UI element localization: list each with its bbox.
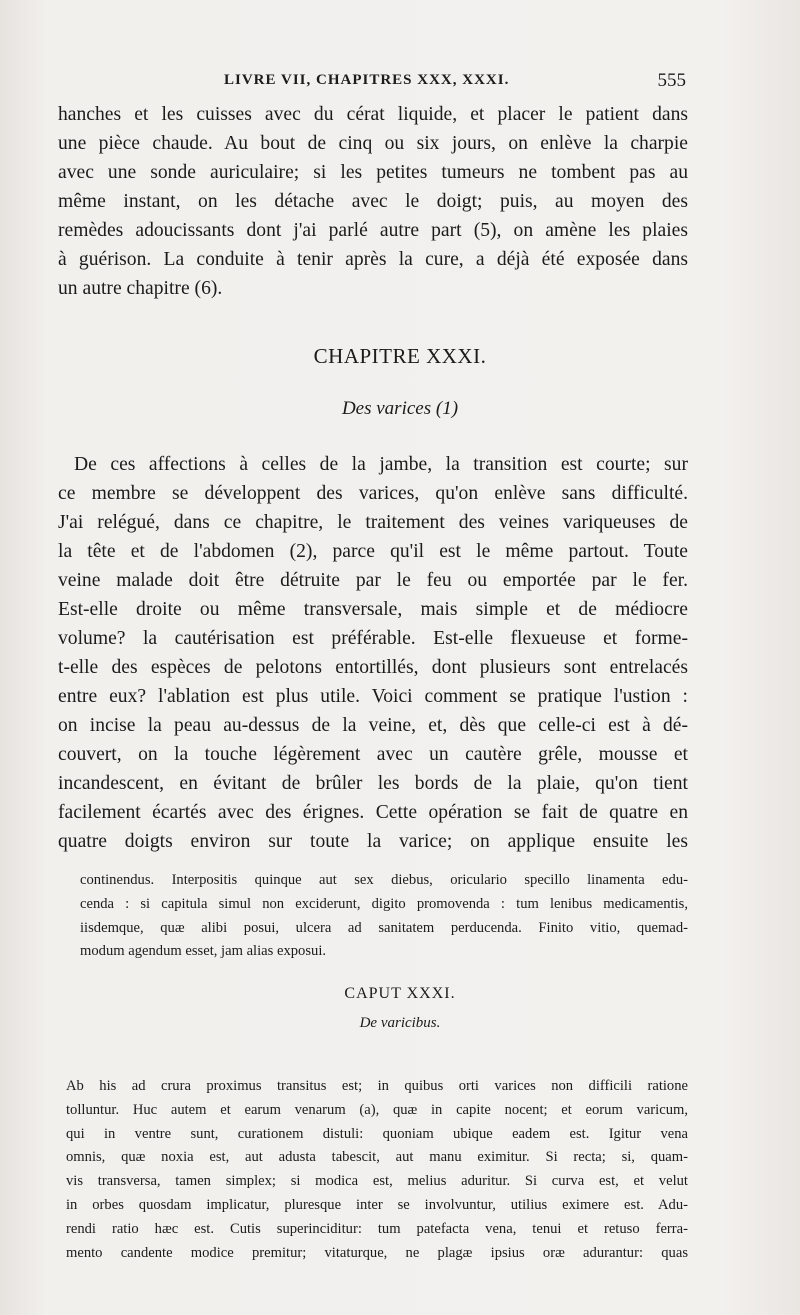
- text-line: remèdes adoucissants dont j'ai parlé autre part (5), on amène les plaies: [58, 220, 688, 241]
- text-line: avec une sonde auriculaire; si les petites tumeurs ne tombent pas au: [58, 162, 688, 183]
- text-line: facilement écartés avec des érignes. Cette opération se fait de quatre en: [58, 802, 688, 823]
- text-line: hanches et les cuisses avec du cérat liquide, et placer le patient dans: [58, 104, 688, 125]
- text-line: ce membre se développent des varices, qu'on enlève sans difficulté.: [58, 483, 688, 504]
- caput-subtitle: De varicibus.: [359, 1015, 441, 1031]
- text-line: cenda : si capitula simul non exciderunt, digito promovenda : tum lenibus medicamentis,: [80, 895, 688, 912]
- text-line: Est-elle droite ou même transversale, mais simple et de médiocre: [58, 599, 688, 620]
- text-line: iisdemque, quæ alibi posui, ulcera ad sanitatem perducenda. Finito vitio, quemad-: [80, 919, 688, 936]
- text-line: même instant, on les détache avec le doigt; puis, au moyen des: [58, 191, 688, 212]
- text-line: Ab his ad crura proximus transitus est; in quibus orti varices non difficili ratione: [66, 1078, 688, 1094]
- text-line: mento candente modice premitur; vitaturque, ne plagæ ipsius oræ adurantur: quas: [66, 1244, 688, 1261]
- text-line: omnis, quæ noxia est, aut adusta tabescit, aut manu eximitur. Si recta; si, quam-: [66, 1149, 688, 1166]
- text-line: volume? la cautérisation est préférable. Est-elle flexueuse et forme-: [58, 628, 688, 649]
- chapter-title: CHAPITRE XXXI.: [313, 344, 487, 368]
- latin-main-text: [66, 1075, 688, 1265]
- text-line: veine malade doit être détruite par le feu ou emportée par le fer.: [58, 570, 688, 591]
- latin-continuation: [80, 869, 688, 964]
- text-line: à guérison. La conduite à tenir après la cure, a déjà été exposée dans: [58, 249, 688, 270]
- text-line: vis transversa, tamen simplex; si modica est, melius aduritur. Si curva est, et velut: [66, 1173, 688, 1190]
- chapter-subtitle: Des varices (1): [341, 398, 459, 419]
- text-line: on incise la peau au-dessus de la veine, et, dès que celle-ci est à dé-: [58, 715, 688, 736]
- text-line: t-elle des espèces de pelotons entortillés, dont plusieurs sont entrelacés: [58, 657, 688, 678]
- text-line: in orbes quosdam implicatur, pluresque inter se involvuntur, utilius eximere est. Adu-: [66, 1196, 688, 1213]
- text-line: rendi ratio hæc est. Cutis superinciditur: tum patefacta vena, tenui et retuso ferra-: [66, 1220, 688, 1237]
- text-line: qui in ventre sunt, curationem distuli: quoniam ubique eadem est. Igitur vena: [66, 1125, 688, 1142]
- text-line: De ces affections à celles de la jambe, la transition est courte; sur: [74, 454, 688, 475]
- french-main-text: [58, 450, 688, 856]
- french-continuation: [58, 100, 688, 303]
- running-head: LIVRE VII, CHAPITRES XXX, XXXI.: [224, 72, 510, 88]
- text-line: quatre doigts environ sur toute la varice; on applique ensuite les: [58, 831, 688, 852]
- page-number: 555: [657, 70, 686, 91]
- page-header: [58, 72, 686, 96]
- text-line: la tête et de l'abdomen (2), parce qu'il est le même partout. Toute: [58, 541, 688, 562]
- text-line: un autre chapitre (6).: [58, 278, 223, 299]
- text-line: modum agendum esset, jam alias exposui.: [80, 943, 327, 960]
- text-line: continendus. Interpositis quinque aut sex diebus, oriculario specillo linamenta edu-: [80, 872, 688, 888]
- caput-title: CAPUT XXXI.: [344, 985, 456, 1002]
- text-line: J'ai relégué, dans ce chapitre, le traitement des veines variqueuses de: [58, 512, 688, 533]
- text-line: tolluntur. Huc autem et earum venarum (a), quæ in capite nocent; et eorum varicum,: [66, 1101, 688, 1118]
- text-line: une pièce chaude. Au bout de cinq ou six jours, on enlève la charpie: [58, 133, 688, 154]
- text-line: couvert, on la touche légèrement avec un cautère grêle, mousse et: [58, 744, 688, 765]
- text-line: entre eux? l'ablation est plus utile. Voici comment se pratique l'ustion :: [58, 686, 688, 707]
- text-line: incandescent, en évitant de brûler les bords de la plaie, qu'on tient: [58, 773, 688, 794]
